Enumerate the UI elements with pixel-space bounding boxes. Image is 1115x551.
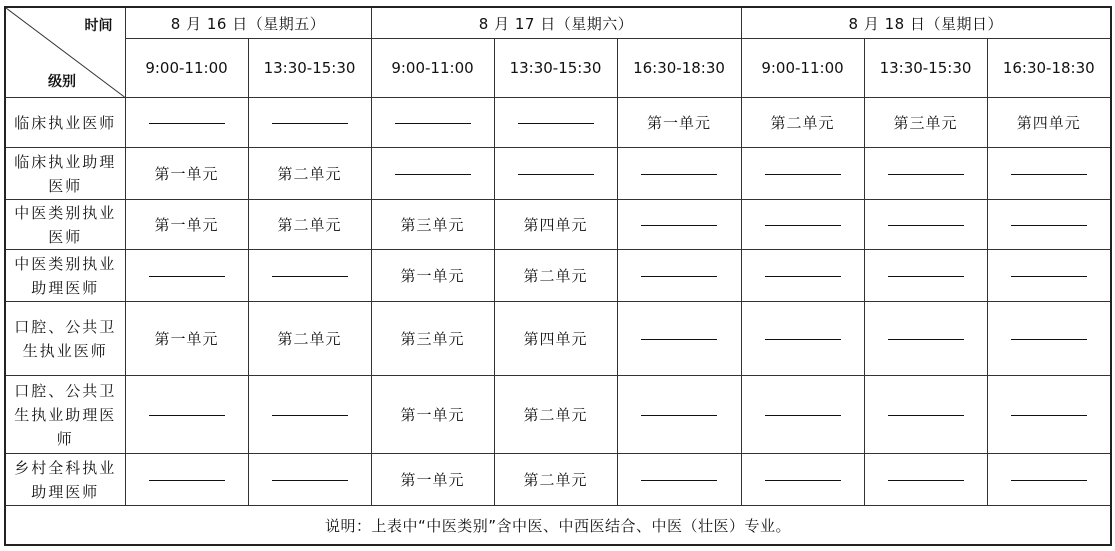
time-slot-header: 9:00-11:00 [125, 39, 248, 98]
dash-line [1011, 480, 1087, 481]
exam-unit-cell [125, 302, 248, 376]
dash-line [395, 123, 471, 124]
no-exam-cell [741, 454, 864, 506]
dash-line [641, 225, 717, 226]
note-text: 说明：上表中“中医类别”含中医、中西医结合、中医（壮医）专业。 [5, 506, 1111, 546]
exam-unit-cell [371, 250, 494, 302]
no-exam-cell [371, 98, 494, 148]
no-exam-cell [125, 250, 248, 302]
exam-unit-cell [987, 98, 1111, 148]
dash-line [641, 415, 717, 416]
no-exam-cell [741, 200, 864, 250]
corner-cell [5, 7, 125, 98]
no-exam-cell [248, 98, 371, 148]
exam-unit-label: 第一单元 [400, 406, 465, 424]
level-cell: 中医类别执业助理医师 [5, 250, 125, 302]
level-label: 级别 [48, 74, 76, 90]
no-exam-cell [741, 148, 864, 200]
dash-line [888, 415, 964, 416]
no-exam-cell [371, 148, 494, 200]
dash-line [1011, 415, 1087, 416]
dash-line [149, 123, 225, 124]
time-slot-header: 16:30-18:30 [617, 39, 741, 98]
table-row [5, 148, 1111, 200]
level-cell: 口腔、公共卫生执业医师 [5, 302, 125, 376]
time-slot-header: 9:00-11:00 [741, 39, 864, 98]
exam-unit-cell [248, 200, 371, 250]
no-exam-cell [987, 302, 1111, 376]
no-exam-cell [617, 200, 741, 250]
no-exam-cell [248, 250, 371, 302]
dash-line [518, 174, 594, 175]
dash-line [888, 276, 964, 277]
no-exam-cell [987, 454, 1111, 506]
dash-line [765, 339, 841, 340]
time-slot-header: 13:30-15:30 [864, 39, 987, 98]
no-exam-cell [741, 376, 864, 454]
dash-line [641, 339, 717, 340]
table-row [5, 200, 1111, 250]
dash-line [272, 480, 348, 481]
no-exam-cell [617, 148, 741, 200]
exam-schedule [4, 6, 1112, 546]
exam-unit-label: 第四单元 [523, 330, 588, 348]
level-cell: 临床执业助理医师 [5, 148, 125, 200]
exam-unit-label: 第一单元 [646, 114, 711, 132]
exam-unit-cell [125, 148, 248, 200]
dash-line [765, 174, 841, 175]
exam-unit-label: 第三单元 [400, 216, 465, 234]
dash-line [888, 225, 964, 226]
level-cell: 临床执业医师 [5, 98, 125, 148]
table-row [5, 454, 1111, 506]
no-exam-cell [248, 454, 371, 506]
dash-line [765, 276, 841, 277]
exam-unit-label: 第一单元 [154, 330, 219, 348]
exam-unit-label: 第二单元 [523, 471, 588, 489]
no-exam-cell [248, 376, 371, 454]
exam-unit-cell [494, 200, 617, 250]
exam-unit-label: 第二单元 [277, 330, 342, 348]
no-exam-cell [617, 250, 741, 302]
dash-line [149, 415, 225, 416]
exam-unit-cell [864, 98, 987, 148]
exam-unit-label: 第二单元 [277, 165, 342, 183]
no-exam-cell [987, 148, 1111, 200]
no-exam-cell [617, 454, 741, 506]
no-exam-cell [125, 376, 248, 454]
exam-unit-cell [494, 250, 617, 302]
date-header: 8 月 17 日（星期六） [371, 7, 741, 39]
exam-unit-label: 第一单元 [400, 267, 465, 285]
exam-unit-label: 第二单元 [523, 406, 588, 424]
no-exam-cell [987, 250, 1111, 302]
table-row [5, 98, 1111, 148]
date-header: 8 月 18 日（星期日） [741, 7, 1111, 39]
dash-line [272, 123, 348, 124]
table-row [5, 376, 1111, 454]
schedule-body [5, 98, 1111, 506]
no-exam-cell [617, 302, 741, 376]
exam-unit-label: 第二单元 [770, 114, 835, 132]
no-exam-cell [987, 200, 1111, 250]
dash-line [888, 339, 964, 340]
exam-unit-cell [125, 200, 248, 250]
no-exam-cell [494, 148, 617, 200]
exam-unit-label: 第三单元 [893, 114, 958, 132]
no-exam-cell [864, 250, 987, 302]
dash-line [888, 480, 964, 481]
exam-unit-label: 第二单元 [523, 267, 588, 285]
dash-line [765, 480, 841, 481]
no-exam-cell [864, 302, 987, 376]
exam-schedule-table [4, 6, 1112, 546]
note-row [5, 506, 1111, 546]
table-row [5, 250, 1111, 302]
exam-unit-cell [248, 148, 371, 200]
no-exam-cell [864, 376, 987, 454]
dash-line [1011, 174, 1087, 175]
date-header: 8 月 16 日（星期五） [125, 7, 371, 39]
level-cell: 中医类别执业医师 [5, 200, 125, 250]
dash-line [888, 174, 964, 175]
exam-unit-label: 第四单元 [1016, 114, 1081, 132]
time-slot-header: 13:30-15:30 [248, 39, 371, 98]
exam-unit-cell [248, 302, 371, 376]
no-exam-cell [864, 200, 987, 250]
no-exam-cell [741, 250, 864, 302]
time-label: 时间 [84, 18, 113, 34]
dash-line [149, 480, 225, 481]
exam-unit-cell [371, 454, 494, 506]
time-slot-header: 9:00-11:00 [371, 39, 494, 98]
dash-line [641, 480, 717, 481]
time-slot-header: 13:30-15:30 [494, 39, 617, 98]
dash-line [1011, 276, 1087, 277]
exam-unit-cell [494, 376, 617, 454]
date-header-row [5, 7, 1111, 39]
exam-unit-label: 第一单元 [154, 216, 219, 234]
exam-unit-label: 第三单元 [400, 330, 465, 348]
dash-line [149, 276, 225, 277]
exam-unit-cell [494, 454, 617, 506]
exam-unit-label: 第一单元 [400, 471, 465, 489]
dash-line [272, 276, 348, 277]
no-exam-cell [987, 376, 1111, 454]
dash-line [272, 415, 348, 416]
dash-line [1011, 225, 1087, 226]
dash-line [518, 123, 594, 124]
exam-unit-label: 第一单元 [154, 165, 219, 183]
exam-unit-cell [494, 302, 617, 376]
exam-unit-cell [371, 376, 494, 454]
time-slot-row [5, 39, 1111, 98]
time-slot-header: 16:30-18:30 [987, 39, 1111, 98]
exam-unit-label: 第四单元 [523, 216, 588, 234]
dash-line [765, 415, 841, 416]
level-cell: 口腔、公共卫生执业助理医师 [5, 376, 125, 454]
dash-line [1011, 339, 1087, 340]
dash-line [395, 174, 471, 175]
no-exam-cell [125, 454, 248, 506]
no-exam-cell [741, 302, 864, 376]
exam-unit-cell [741, 98, 864, 148]
no-exam-cell [494, 98, 617, 148]
dash-line [765, 225, 841, 226]
exam-unit-cell [371, 302, 494, 376]
exam-unit-label: 第二单元 [277, 216, 342, 234]
dash-line [641, 174, 717, 175]
no-exam-cell [864, 454, 987, 506]
exam-unit-cell [617, 98, 741, 148]
level-cell: 乡村全科执业助理医师 [5, 454, 125, 506]
no-exam-cell [864, 148, 987, 200]
exam-unit-cell [371, 200, 494, 250]
table-row [5, 302, 1111, 376]
no-exam-cell [125, 98, 248, 148]
no-exam-cell [617, 376, 741, 454]
dash-line [641, 276, 717, 277]
